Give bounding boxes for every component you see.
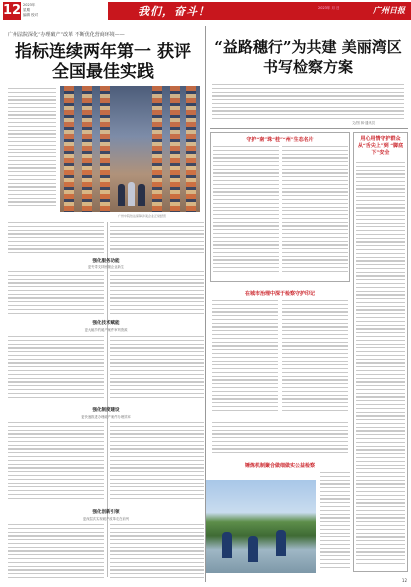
box-left-title: 守护“南”珠“桂”“州”生态名片 <box>246 137 314 143</box>
right-byline: 文/图 林·通讯员 <box>352 121 375 125</box>
right-headline: “益路穗行”为共建 美丽湾区书写检察方案 <box>214 38 402 76</box>
section-subtitle: 更快速推进办理破产案件办理效率 <box>81 415 131 419</box>
header-meta-line: 2023年 <box>23 3 36 7</box>
newspaper-logo: 广州日报 <box>373 6 405 15</box>
left-lead-text <box>8 88 56 212</box>
photo-caption: 广州中院依法保障涉案企业正常经营 <box>118 214 167 218</box>
page-number: 12 <box>3 3 22 18</box>
mangrove-photo <box>206 480 316 573</box>
left-headline: 指标连续两年第一 获评全国最佳实践 <box>15 42 191 82</box>
section-banner <box>108 2 411 20</box>
banner-slogan: 我们，奋斗！ <box>138 5 210 18</box>
banner-date: 2023年 月 日 <box>318 6 340 10</box>
header-meta-line: 编辑 校对 <box>23 13 39 17</box>
section-title: 强化制度建设 <box>92 408 120 413</box>
footer-page-number: 12 <box>401 578 407 583</box>
section-title: 强化技术赋能 <box>92 321 120 326</box>
page-header <box>0 0 411 22</box>
section-subtitle: 更深层次实现破产改革走在前列 <box>82 517 130 521</box>
left-kicker: 广州法院深化“办理破产”改革 不断优化营商环境—— <box>8 32 125 38</box>
section-subtitle: 更大幅节约破产案件审判资源 <box>84 328 128 332</box>
section-subtitle: 更夹带支持困境企业新生 <box>87 265 125 269</box>
warehouse-photo <box>60 86 200 212</box>
header-meta-line: 星期 <box>23 8 30 12</box>
box-right-title: 用心用情守护群众 从“舌尖上”到 “脚底下”安全 <box>357 136 404 156</box>
header-meta <box>23 3 83 18</box>
bottom-section-title: 锤炼机制聚合做细做实公益检察 <box>244 463 315 469</box>
section-title: 强化创新引领 <box>92 510 120 515</box>
section-title: 强化服务功能 <box>92 259 120 264</box>
mid-section-title: 在城市治理中深于检察守护印记 <box>244 291 315 297</box>
